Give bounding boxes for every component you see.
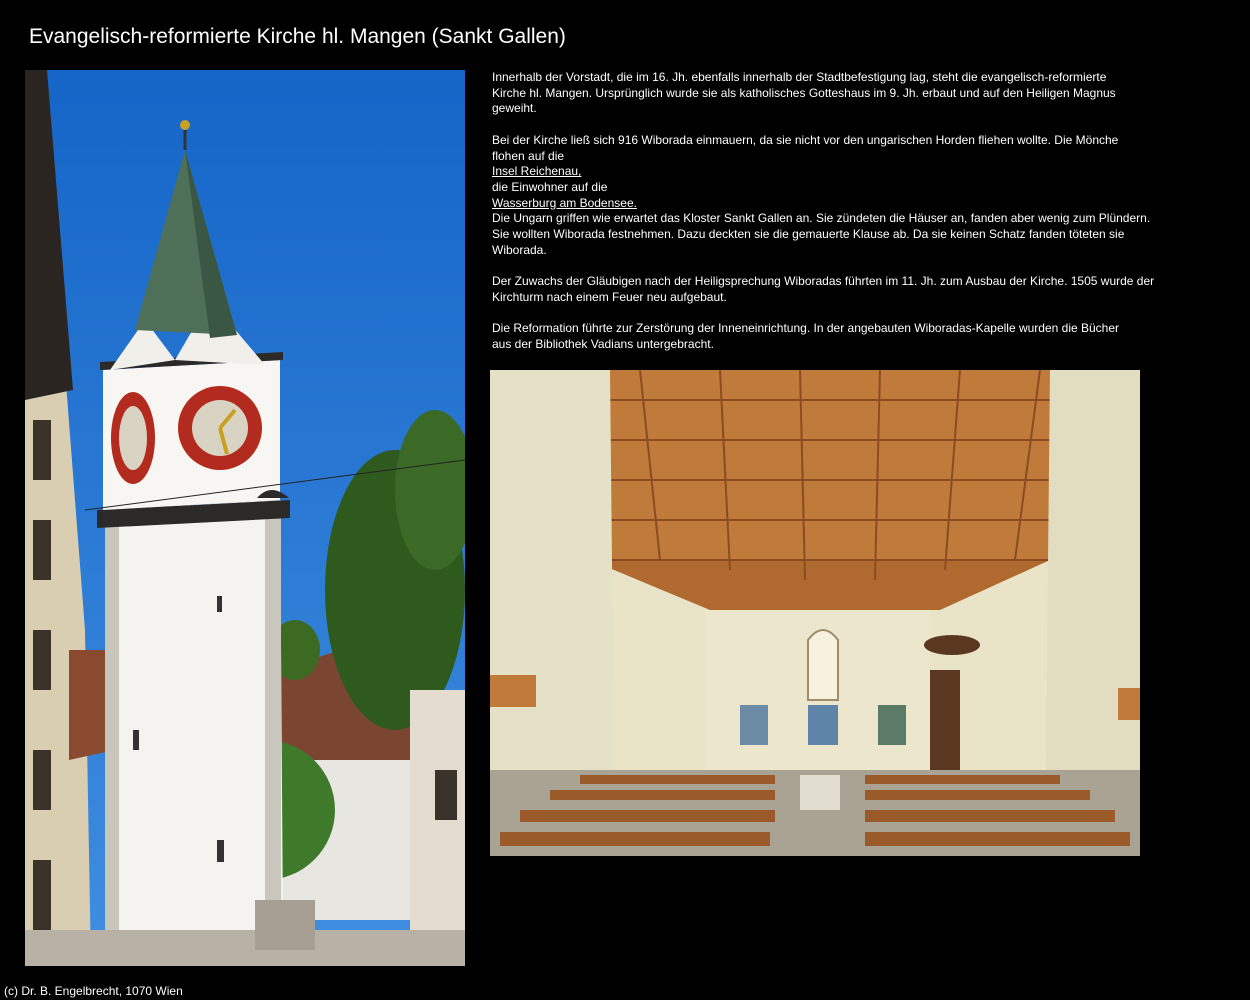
- text-line: Innerhalb der Vorstadt, die im 16. Jh. ebenfalls innerhalb der Stadtbefestigung lag, steht die evangelisch-reformierte: [492, 70, 1107, 84]
- description-text: [492, 70, 1172, 368]
- text-line: Sie wollten Wiborada festnehmen. Dazu deckten sie die gemauerte Klause ab. Da sie keinen Schatz fanden töteten sie: [492, 227, 1125, 242]
- text-line: Die Reformation führte zur Zerstörung der Inneneinrichtung. In der angebauten Wiboradas-Kapelle wurden die Bücher: [492, 321, 1120, 336]
- copyright-footer: (c) Dr. B. Engelbrecht, 1070 Wien: [4, 984, 183, 998]
- link-wasserburg-am-bodensee[interactable]: Wasserburg am Bodensee.: [492, 195, 637, 210]
- description-paragraph: [492, 321, 1172, 352]
- text-line: flohen auf die: [492, 148, 565, 163]
- page-title: Evangelisch-reformierte Kirche hl. Mangen (Sankt Gallen): [29, 25, 566, 48]
- church-interior-photo[interactable]: [490, 370, 1140, 856]
- text-line: Wiborada.: [492, 242, 547, 257]
- description-paragraph: [492, 133, 1172, 259]
- text-line: Der Zuwachs der Gläubigen nach der Heiligsprechung Wiboradas führten im 11. Jh. zum Ausbau der Kirche. 1505 wurde der: [492, 274, 1155, 289]
- text-line: die Einwohner auf die: [492, 179, 608, 194]
- link-insel-reichenau[interactable]: Insel Reichenau,: [492, 164, 582, 179]
- text-line: Die Ungarn griffen wie erwartet das Kloster Sankt Gallen an. Sie zündeten die Häuser an, fanden aber wenig zum Plündern.: [492, 211, 1151, 226]
- text-line: Bei der Kirche ließ sich 916 Wiborada einmauern, da sie nicht vor den ungarischen Horden fliehen wollte. Die Mönche: [492, 132, 1119, 147]
- text-line: Kirche hl. Mangen. Ursprünglich wurde sie als katholisches Gotteshaus im 9. Jh. erbaut und auf den Heiligen Magnus: [492, 85, 1116, 100]
- description-paragraph: [492, 274, 1172, 305]
- description-paragraph: [492, 70, 1172, 117]
- church-tower-photo[interactable]: [25, 70, 465, 966]
- text-line: geweiht.: [492, 101, 537, 116]
- text-line: Kirchturm nach einem Feuer neu aufgebaut.: [492, 289, 727, 304]
- text-line: aus der Bibliothek Vadians untergebracht.: [492, 336, 714, 351]
